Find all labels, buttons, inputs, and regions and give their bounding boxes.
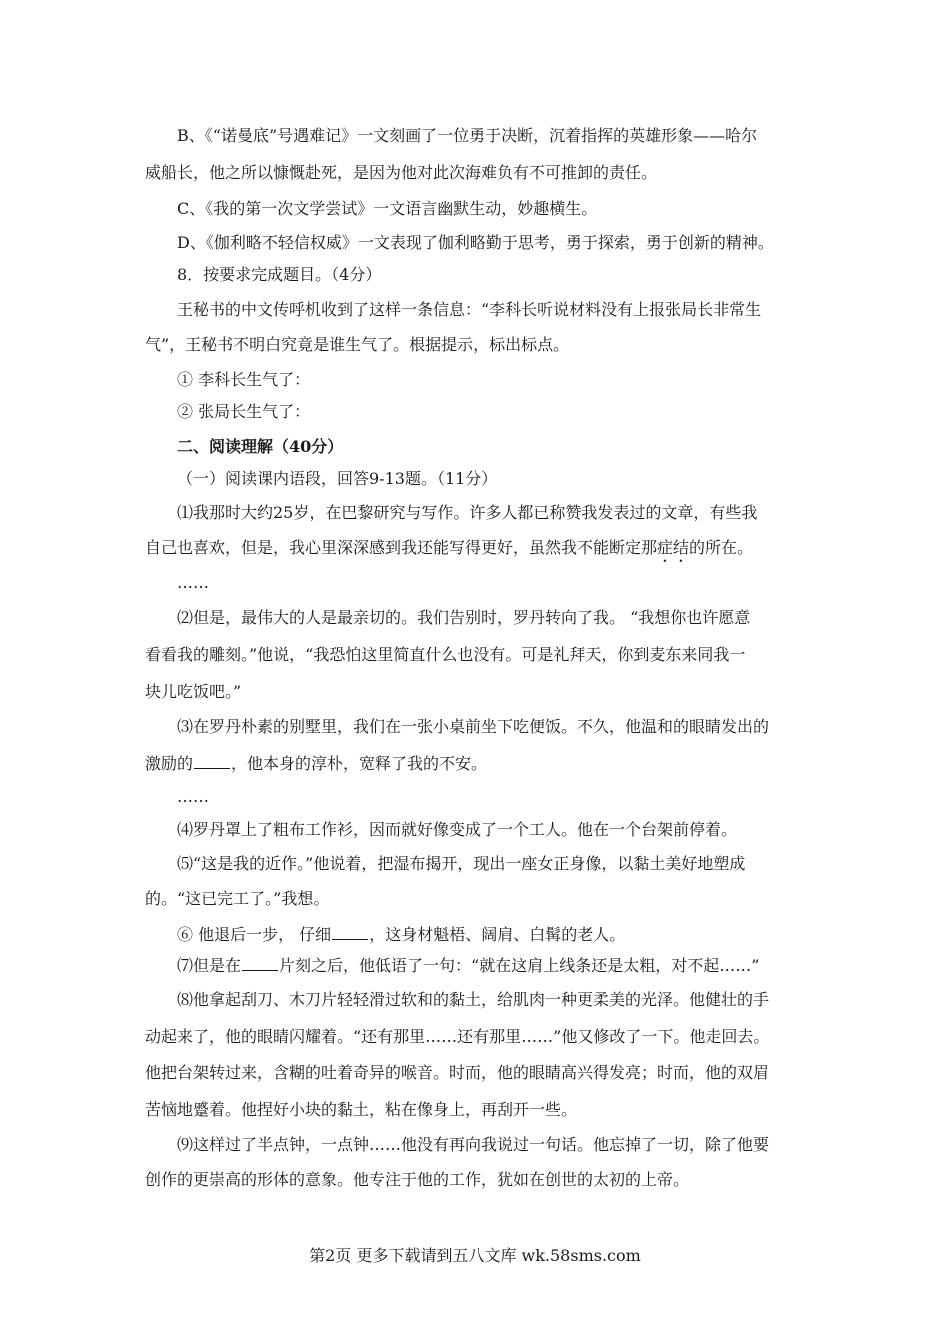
question-8-title: 8．按要求完成题目。（4分） <box>177 265 382 284</box>
ellipsis-2: …… <box>177 787 209 806</box>
fill-blank-1 <box>194 754 230 769</box>
question-8-text-line1: 王秘书的中文传呼机收到了这样一条信息：“李科长听说材料没有上报张局长非常生 <box>177 300 762 319</box>
section-heading: 二、阅读理解（40分） <box>177 437 344 456</box>
para-9-line1: ⑼这样过了半点钟，一点钟……他没有再向我说过一句话。他忘掉了一切，除了他要 <box>177 1135 770 1154</box>
question-8-text-line2: 气”，王秘书不明白究竟是谁生气了。根据提示，标出标点。 <box>145 335 570 354</box>
option-b-line1: B、《“诺曼底”号遇难记》一文刻画了一位勇于决断，沉着指挥的英雄形象——哈尔 <box>177 126 758 145</box>
emphasized-word: 症结 <box>657 538 690 557</box>
answer-1: ① 李科长生气了： <box>177 370 311 389</box>
para-5-line1: ⑸“这是我的近作。”他说着，把湿布揭开，现出一座女正身像，以黏土美好地塑成 <box>177 854 746 873</box>
fill-blank-2 <box>332 925 368 940</box>
para-2-line3: 块儿吃饭吧。” <box>145 682 242 701</box>
answer-2: ② 张局长生气了： <box>177 402 311 421</box>
fill-blank-3 <box>242 956 278 971</box>
para-4: ⑷罗丹罩上了粗布工作衫，因而就好像变成了一个工人。他在一个台架前停着。 <box>177 820 738 839</box>
page-footer: 第2页 更多下载请到五八文库 wk.58sms.com <box>309 1246 641 1265</box>
option-c: C、《我的第一次文学尝试》一文语言幽默生动，妙趣横生。 <box>177 199 598 218</box>
para-9-line2: 创作的更崇高的形体的意象。他专注于他的工作，犹如在创世的太初的上帝。 <box>145 1170 690 1189</box>
option-b-line2: 威船长，他之所以慷慨赴死，是因为他对此次海难负有不可推卸的责任。 <box>145 163 658 182</box>
para-2-line2: 看看我的雕刻。”他说，“我恐怕这里简直什么也没有。可是礼拜天，你到麦东来同我一 <box>145 645 746 664</box>
para-8-line2: 动起来了，他的眼睛闪耀着。“还有那里……还有那里……”他又修改了一下。他走回去。 <box>145 1027 770 1046</box>
para-1-line1: ⑴我那时大约25岁，在巴黎研究与写作。许多人都已称赞我发表过的文章，有些我 <box>177 503 758 522</box>
para-8-line1: ⑻他拿起刮刀、木刀片轻轻滑过软和的黏土，给肌肉一种更柔美的光泽。他健壮的手 <box>177 990 770 1009</box>
para-5-line2: 的。“这已完工了。”我想。 <box>145 889 330 908</box>
para-3-line2: 激励的 ，他本身的淳朴，宽释了我的不安。 <box>145 754 488 773</box>
para-8-line4: 苦恼地蹙着。他捏好小块的黏土，粘在像身上，再刮开一些。 <box>145 1100 578 1119</box>
option-d: D、《伽利略不轻信权威》一文表现了伽利略勤于思考，勇于探索，勇于创新的精神。 <box>177 233 774 252</box>
para-7: ⑺但是在 片刻之后，他低语了一句：“就在这肩上线条还是太粗，对不起……” <box>177 956 760 975</box>
subsection-heading: （一）阅读课内语段，回答9-13题。（11分） <box>177 469 498 488</box>
para-6: ⑥ 他退后一步， 仔细 ，这身材魁梧、阔肩、白髯的老人。 <box>177 925 626 944</box>
para-2-line1: ⑵但是，最伟大的人是最亲切的。我们告别时，罗丹转向了我。 “我想你也许愿意 <box>177 608 751 627</box>
para-1-line2: 自己也喜欢，但是，我心里深深感到我还能写得更好，虽然我不能断定那症结的所在。 <box>145 538 754 557</box>
ellipsis-1: …… <box>177 573 209 592</box>
para-3-line1: ⑶在罗丹朴素的别墅里，我们在一张小桌前坐下吃便饭。不久，他温和的眼睛发出的 <box>177 717 770 736</box>
para-8-line3: 他把台架转过来，含糊的吐着奇异的喉音。时而，他的眼睛高兴得发亮；时而，他的双眉 <box>145 1063 770 1082</box>
